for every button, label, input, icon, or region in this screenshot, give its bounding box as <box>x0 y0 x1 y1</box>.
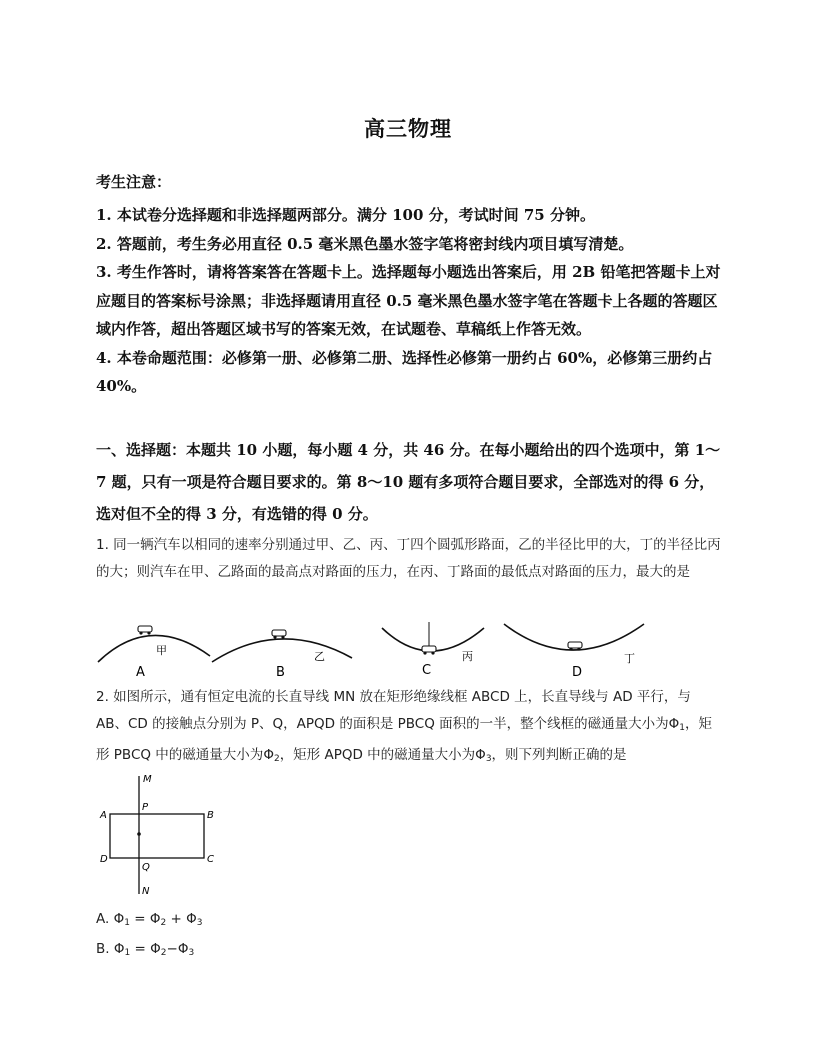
wire-center-dot <box>137 832 141 836</box>
notice-item-1: 1. 本试卷分选择题和非选择题两部分。满分 100 分，考试时间 75 分钟。 <box>96 206 595 224</box>
question-1-text: 1. 同一辆汽车以相同的速率分别通过甲、乙、丙、丁四个圆弧形路面，乙的半径比甲的大，丁的半径比丙的大；则汽车在甲、乙路面的最高点对路面的压力，在丙、丁路面的最低点对路面的压力，最大的是 <box>96 537 721 580</box>
option-a: A. $\Phi_1 = \Phi_2 + \Phi_3$ <box>96 911 203 928</box>
label-a: A <box>100 810 107 821</box>
road-letter-c: C <box>422 663 432 678</box>
label-d: D <box>100 854 108 865</box>
car-icon-b <box>272 630 286 639</box>
question-1-figure <box>92 618 672 682</box>
road-name-b: 乙 <box>314 650 325 663</box>
road-name-d: 丁 <box>624 652 635 665</box>
phi-1: $\Phi_1$ <box>668 716 686 733</box>
section-heading <box>96 434 724 530</box>
road-name-c: 丙 <box>462 650 473 663</box>
road-letter-a: A <box>136 665 145 680</box>
question-2-stem <box>96 684 724 773</box>
notice-label: 考生注意： <box>96 173 172 191</box>
notice-list <box>96 201 724 401</box>
question-2-text <box>96 684 724 773</box>
label-m: M <box>143 774 152 785</box>
label-c: C <box>207 854 214 865</box>
road-arc-a <box>98 635 210 662</box>
q2-text-part-4: ，则下列判断正确的是 <box>491 747 627 763</box>
label-b: B <box>207 810 214 821</box>
q2-text-part-1: 2. 如图所示，通有恒定电流的长直导线 MN 放在矩形绝缘线框 ABCD 上，长直导线与 AD 平行，与 AB、CD 的接触点分别为 P、Q，APQD 的面积是 PBCQ 面积的一半，整个线框的磁通量大小为 <box>96 689 691 732</box>
question-1-stem <box>96 532 724 586</box>
notice-item-2: 2. 答题前，考生务必用直径 0.5 毫米黑色墨水签字笔将密封线内项目填写清楚。 <box>96 234 634 253</box>
notice-item-3: 3. 考生作答时，请将答案答在答题卡上。选择题每小题选出答案后，用 2B 铅笔把答题卡上对应题目的答案标号涂黑；非选择题请用直径 0.5 毫米黑色墨水签字笔在答题卡上各题的答题区域内作答，超出答题区域书写的答案无效，在试题卷、草稿纸上作答无效。 <box>96 263 721 338</box>
road-name-a: 甲 <box>156 644 167 657</box>
road-letter-d: D <box>572 665 583 680</box>
page-title: 高三物理 <box>364 116 452 141</box>
road-arc-b <box>212 639 352 662</box>
question-2-figure <box>96 770 226 898</box>
label-n: N <box>142 886 150 897</box>
section-heading-text: 一、选择题：本题共 10 小题，每小题 4 分，共 46 分。在每小题给出的四个选项中，第 1～7 题，只有一项是符合题目要求的。第 8～10 题有多项符合题目要求，全部选对的得 6 分，选对但不全的得 3 分，有选错的得 0 分。 <box>96 441 721 523</box>
phi-3: $\Phi_3$ <box>475 747 492 764</box>
road-letter-b: B <box>276 665 285 680</box>
notice-item-4: 4. 本卷命题范围：必修第一册、必修第二册、选择性必修第一册约占 60%，必修第三册约占 40%。 <box>96 348 713 395</box>
frame-abcd <box>110 814 204 858</box>
q2-text-part-2: ，矩形 PBCQ 中的磁通量大小为 <box>96 716 713 763</box>
q2-text-part-3: ，矩形 APQD 中的磁通量大小为 <box>279 747 476 763</box>
phi-2: $\Phi_2$ <box>263 747 280 764</box>
label-q: Q <box>142 862 150 873</box>
car-icon-a <box>138 626 152 635</box>
car-icon-c <box>422 646 436 655</box>
label-p: P <box>142 802 149 813</box>
option-b: B. $\Phi_1 = \Phi_2-\Phi_3$ <box>96 941 195 958</box>
